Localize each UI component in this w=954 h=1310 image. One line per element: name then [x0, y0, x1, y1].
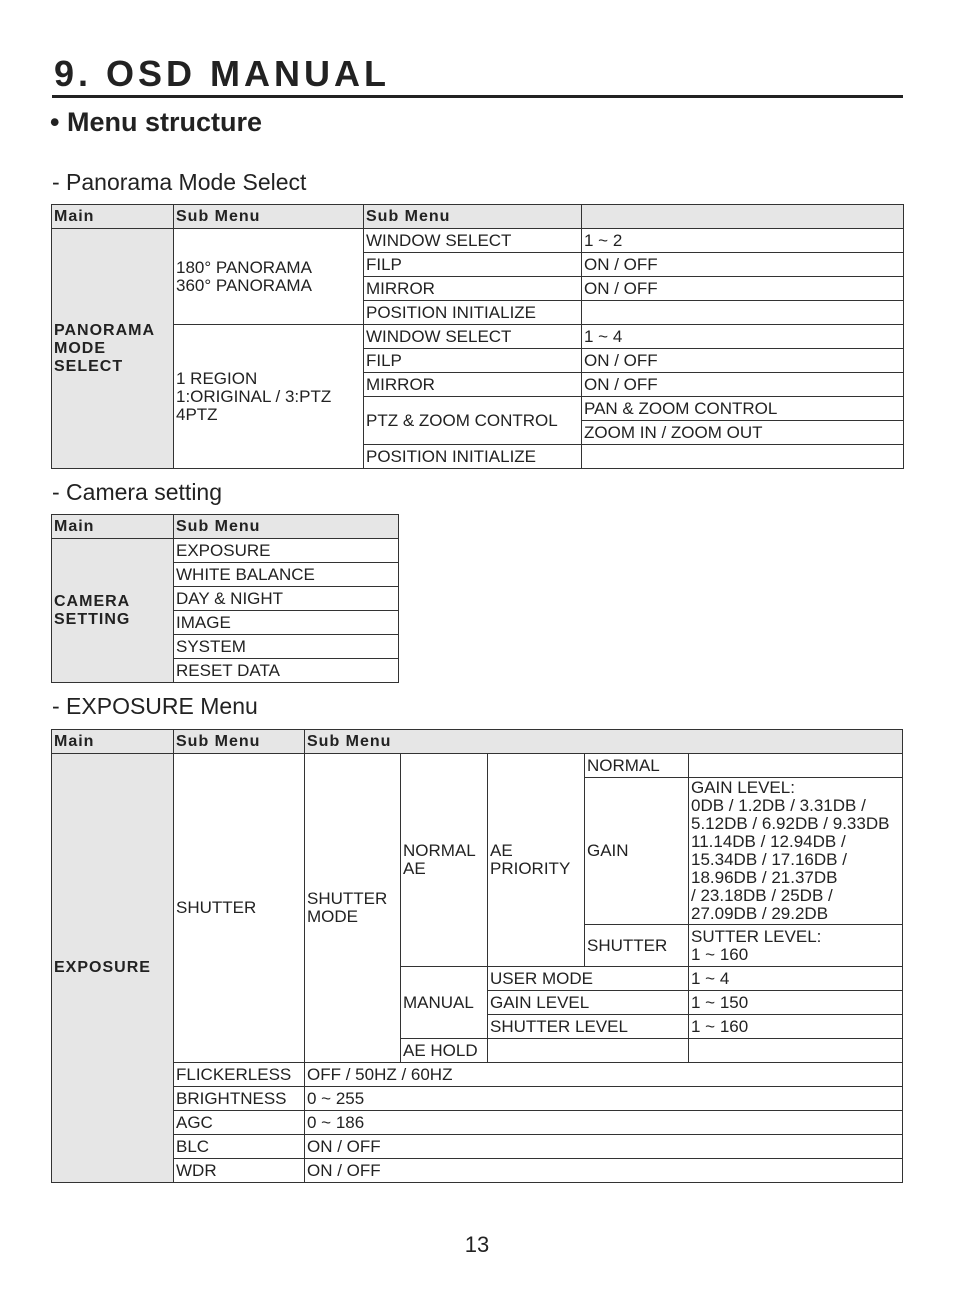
header-sub-menu: Sub Menu: [174, 730, 305, 754]
camera-heading: - Camera setting: [52, 479, 223, 505]
option-label: FILP: [364, 253, 582, 277]
option-value: ON / OFF: [305, 1159, 903, 1183]
sutter-levels: SUTTER LEVEL: 1 ~ 160: [689, 925, 903, 967]
page-number: 13: [464, 1232, 490, 1257]
shutter-mode-cell: SHUTTER MODE: [305, 754, 401, 1063]
ae-priority-cell: AE PRIORITY: [488, 754, 585, 967]
menu-item: DAY & NIGHT: [174, 587, 399, 611]
option-value: 0 ~ 186: [305, 1111, 903, 1135]
header-main: Main: [52, 730, 174, 754]
option-value: ON / OFF: [582, 349, 904, 373]
shutter-cell: SHUTTER: [174, 754, 305, 1063]
menu-item: IMAGE: [174, 611, 399, 635]
option-label: MIRROR: [364, 277, 582, 301]
option-label: USER MODE: [488, 967, 689, 991]
option-value: 1 ~ 150: [689, 991, 903, 1015]
header-sub-menu: Sub Menu: [364, 205, 582, 229]
gain-cell: GAIN: [585, 778, 689, 925]
header-main: Main: [52, 515, 174, 539]
option-value: PAN & ZOOM CONTROL: [582, 397, 904, 421]
option-label: WDR: [174, 1159, 305, 1183]
option-label: AGC: [174, 1111, 305, 1135]
header-sub-menu: Sub Menu: [305, 730, 903, 754]
option-value: ON / OFF: [582, 373, 904, 397]
title-rule: [52, 95, 903, 98]
shutter-sub-cell: SHUTTER: [585, 925, 689, 967]
exposure-table: [51, 729, 903, 1183]
option-value: 1 ~ 2: [582, 229, 904, 253]
group-label: 1 REGION 1:ORIGINAL / 3:PTZ 4PTZ: [174, 325, 364, 469]
option-value: OFF / 50HZ / 60HZ: [305, 1063, 903, 1087]
option-label: PTZ & ZOOM CONTROL: [364, 397, 582, 445]
ae-hold-empty: [488, 1039, 689, 1063]
section-heading: • Menu structure: [50, 107, 262, 137]
header-value: [582, 205, 904, 229]
panorama-heading: - Panorama Mode Select: [52, 169, 307, 195]
option-value: 1 ~ 160: [689, 1015, 903, 1039]
main-cell: PANORAMA MODE SELECT: [52, 229, 174, 469]
menu-item: EXPOSURE: [174, 539, 399, 563]
menu-item: WHITE BALANCE: [174, 563, 399, 587]
normal-cell: NORMAL: [585, 754, 689, 778]
option-label: POSITION INITIALIZE: [364, 301, 582, 325]
header-sub-menu: Sub Menu: [174, 205, 364, 229]
option-value: 1 ~ 4: [582, 325, 904, 349]
camera-table: [51, 514, 399, 683]
option-value: [582, 445, 904, 469]
normal-value: [689, 754, 903, 778]
option-label: FLICKERLESS: [174, 1063, 305, 1087]
option-value: ON / OFF: [582, 253, 904, 277]
menu-item: RESET DATA: [174, 659, 399, 683]
manual-cell: MANUAL: [401, 967, 488, 1039]
option-label: WINDOW SELECT: [364, 229, 582, 253]
option-value: ON / OFF: [582, 277, 904, 301]
option-value: 1 ~ 4: [689, 967, 903, 991]
option-label: SHUTTER LEVEL: [488, 1015, 689, 1039]
ae-hold-cell: AE HOLD: [401, 1039, 488, 1063]
option-value: ZOOM IN / ZOOM OUT: [582, 421, 904, 445]
menu-item: SYSTEM: [174, 635, 399, 659]
page-title: 9. OSD MANUAL: [54, 53, 391, 94]
option-label: MIRROR: [364, 373, 582, 397]
option-value: [582, 301, 904, 325]
option-label: BLC: [174, 1135, 305, 1159]
main-cell: EXPOSURE: [52, 754, 174, 1183]
header-sub-menu: Sub Menu: [174, 515, 399, 539]
option-label: BRIGHTNESS: [174, 1087, 305, 1111]
option-value: ON / OFF: [305, 1135, 903, 1159]
panorama-table: [51, 204, 904, 469]
option-label: FILP: [364, 349, 582, 373]
option-label: GAIN LEVEL: [488, 991, 689, 1015]
header-main: Main: [52, 205, 174, 229]
option-label: WINDOW SELECT: [364, 325, 582, 349]
option-label: POSITION INITIALIZE: [364, 445, 582, 469]
option-value: 0 ~ 255: [305, 1087, 903, 1111]
gain-levels: GAIN LEVEL: 0DB / 1.2DB / 3.31DB / 5.12DB / 6.92DB / 9.33DB 11.14DB / 12.94DB / 15.34DB / 17.16DB / 18.96DB / 21.37DB / 23.18DB / 25DB / 27.09DB / 29.2DB: [689, 778, 903, 925]
ae-hold-value: [689, 1039, 903, 1063]
normal-ae-cell: NORMAL AE: [401, 754, 488, 967]
main-cell: CAMERA SETTING: [52, 539, 174, 683]
group-label: 180° PANORAMA 360° PANORAMA: [174, 229, 364, 325]
exposure-heading: - EXPOSURE Menu: [52, 693, 258, 719]
